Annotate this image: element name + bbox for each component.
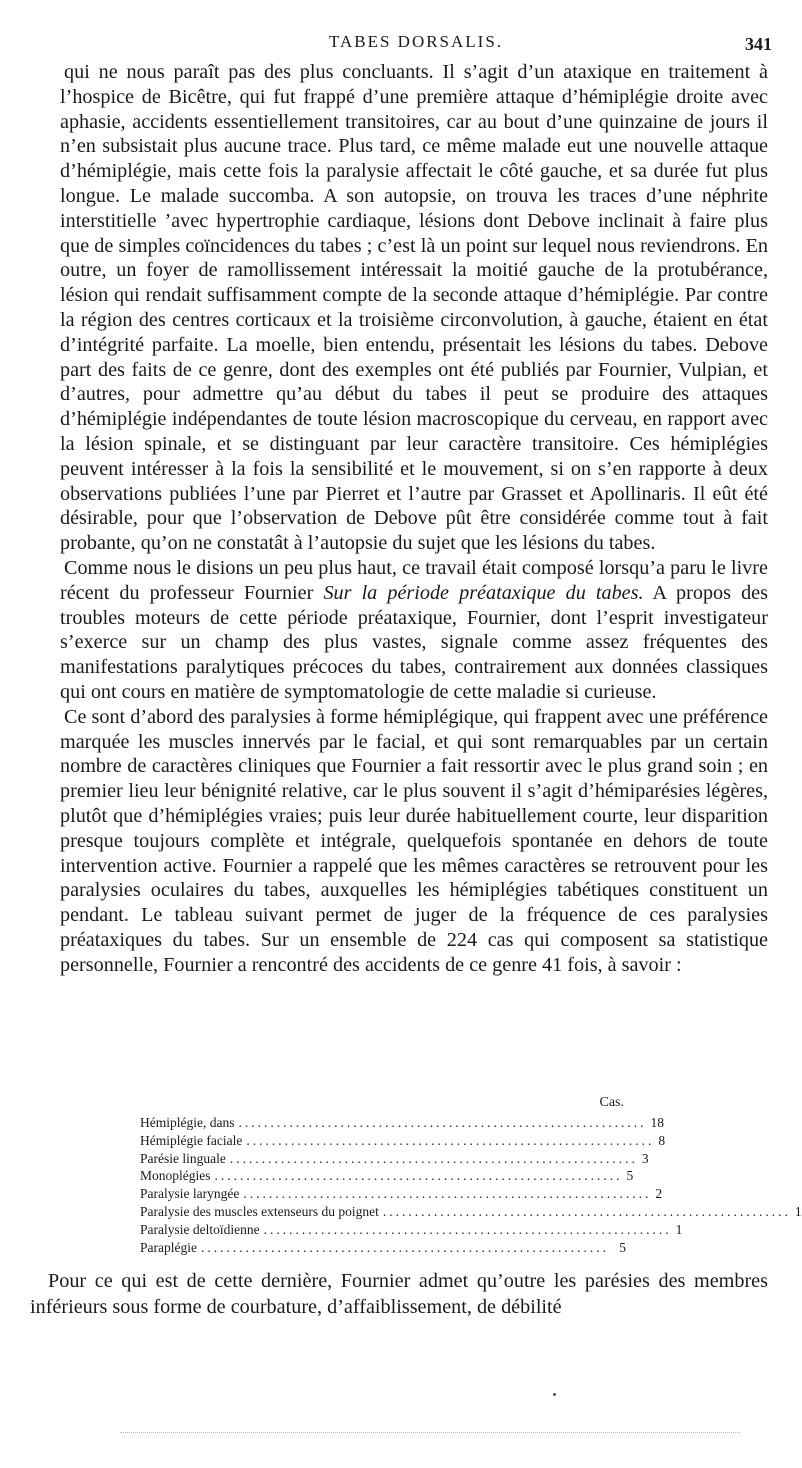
fournier-book-intro: Comme nous le disions un peu plus haut, ce travail était composé lorsqu’a paru le livre récent du professeur Fournier	[60, 556, 768, 604]
leader-dots: ................................................................	[263, 1221, 672, 1237]
leader-dots: ................................................................	[229, 1150, 638, 1166]
statistics-table	[140, 1094, 802, 1256]
leader-dots: ................................................................	[382, 1203, 791, 1219]
row-value: 1	[794, 1203, 802, 1219]
leader-dots: ................................................................	[238, 1115, 647, 1130]
table-row	[140, 1221, 683, 1239]
paragraph-fournier-book	[60, 556, 768, 705]
row-value: 5	[626, 1168, 634, 1184]
paragraph-paraplegia: Pour ce qui est de cette dernière, Fournier admet qu’outre les parésies des membres inférieurs sous forme de courbature, d’affaiblissement, de débilité	[30, 1270, 768, 1318]
row-value: 5	[619, 1239, 626, 1255]
fournier-book-continuation: A propos des troubles moteurs de cette période préataxique, Fournier, dont l’esprit investigateur s’exerce sur un champ des plus vastes, signale comme assez fréquentes des manifestations paralytiques précoces du tabes, contrairement aux données classiques qui ont cours en matière de symptomatologie de cette maladie si curieuse.	[60, 581, 768, 703]
paragraph-hemiplegic-paralysis: Ce sont d’abord des paralysies à forme hémiplégique, qui frappent avec une préférence marquée les muscles innervés par le facial, et qui sont remarquables par un certain nombre de caractères cliniques que Fournier a fait ressortir avec le plus grand soin ; en premier lieu leur bénignité relative, car le plus souvent il s’agit d’hémiparésies légères, plutôt que d’hémiplégies vraies; puis leur durée habituellement courte, leur disparition presque toujours complète et intégrale, quelquefois spontanée en dehors de toute intervention active. Fournier a rappelé que les mêmes caractères se retrouvent pour les paralysies oculaires du tabes, auxquelles les hémiplégies tabétiques constituent un pendant. Le tableau suivant permet de juger de la fréquence de ces paralysies préataxiques du tabes. Sur un ensemble de 224 cas qui composent sa statistique personnelle, Fournier a rencontré des accidents de ce genre 41 fois, à savoir :	[60, 705, 768, 976]
row-label: Hémiplégie faciale	[140, 1132, 243, 1148]
book-title: Sur la période préataxique du tabes.	[323, 581, 644, 604]
column-header-cas: Cas.	[599, 1095, 624, 1110]
row-label: Paralysie des muscles extenseurs du poignet	[140, 1203, 379, 1219]
table-row	[140, 1185, 663, 1203]
row-value: 8	[658, 1132, 666, 1148]
print-speck	[553, 1393, 556, 1396]
page-header	[60, 30, 772, 56]
table-row	[140, 1203, 802, 1221]
row-label: Paralysie laryngée	[140, 1186, 240, 1202]
leader-dots: ................................................................	[246, 1132, 655, 1148]
table-row	[140, 1150, 649, 1168]
table-rows	[140, 1114, 802, 1256]
paragraph-debove-case: qui ne nous paraît pas des plus concluants. Il s’agit d’un ataxique en traitement à l’hospice de Bicêtre, qui fut frappé d’une première attaque d’hémiplégie droite avec aphasie, accidents essentiellement transitoires, car au bout d’une quinzaine de jours il n’en subsistait plus aucune trace. Plus tard, ce même malade eut une nouvelle attaque d’hémiplégie, mais cette fois la paralysie affectait le côté gauche, et sa durée fut plus longue. Le malade succomba. A son autopsie, on trouva les traces d’une néphrite interstitielle ’avec hypertrophie cardiaque, lésions dont Debove inclinait à faire plus que de simples coïncidences du tabes ; c’est là un point sur lequel nous reviendrons. En outre, un foyer de ramollissement intéressait la moitié gauche de la protubérance, lésion qui rendait suffisamment compte de la seconde attaque d’hémiplégie. Par contre la région des centres corticaux et la troisième circonvolution, à gauche, étaient en état d’intégrité parfaite. La moelle, bien entendu, présentait les lésions du tabes. Debove part des faits de ce genre, dont des exemples ont été publiés par Fournier, Vulpian, et d’autres, pour admettre qu’au début du tabes il peut se produire des attaques d’hémiplégie indépendantes de toute lésion macroscopique du cerveau, en rapport avec la lésion spinale, et se distinguant par leur caractère transitoire. Ces hémiplégies peuvent intéresser à la fois la sensibilité et le mouvement, si on s’en rapporte à deux observations publiées l’une par Pierret et l’autre par Grasset et Apollinaris. Il eût été désirable, pour que l’observation de Debove pût être considérée comme tout à fait probante, qu’on ne constatât à l’autopsie du sujet que les lésions du tabes.	[60, 61, 768, 555]
final-text	[30, 1268, 768, 1320]
row-value: 2	[655, 1186, 663, 1202]
row-label: Parésie linguale	[140, 1150, 226, 1166]
table-row	[140, 1239, 626, 1257]
leader-dots: ................................................................	[214, 1168, 623, 1184]
bleed-through-line	[120, 1432, 740, 1434]
row-value: 3	[641, 1150, 649, 1166]
table-row	[140, 1167, 634, 1185]
leader-dots: ................................................................	[243, 1186, 652, 1202]
row-label: Hémiplégie, dans	[140, 1115, 235, 1130]
running-title: TABES DORSALIS.	[328, 32, 504, 51]
row-value: 1	[675, 1221, 683, 1237]
row-label: Paraplégie	[140, 1239, 197, 1255]
body-text	[60, 60, 768, 977]
page-number: 341	[745, 34, 772, 54]
leader-dots: ................................................................	[200, 1239, 609, 1255]
row-value: 18	[650, 1115, 664, 1130]
table-row	[140, 1132, 666, 1150]
table-row	[140, 1114, 664, 1132]
row-label: Paralysie deltoïdienne	[140, 1221, 260, 1237]
row-label: Monoplégies	[140, 1168, 211, 1184]
